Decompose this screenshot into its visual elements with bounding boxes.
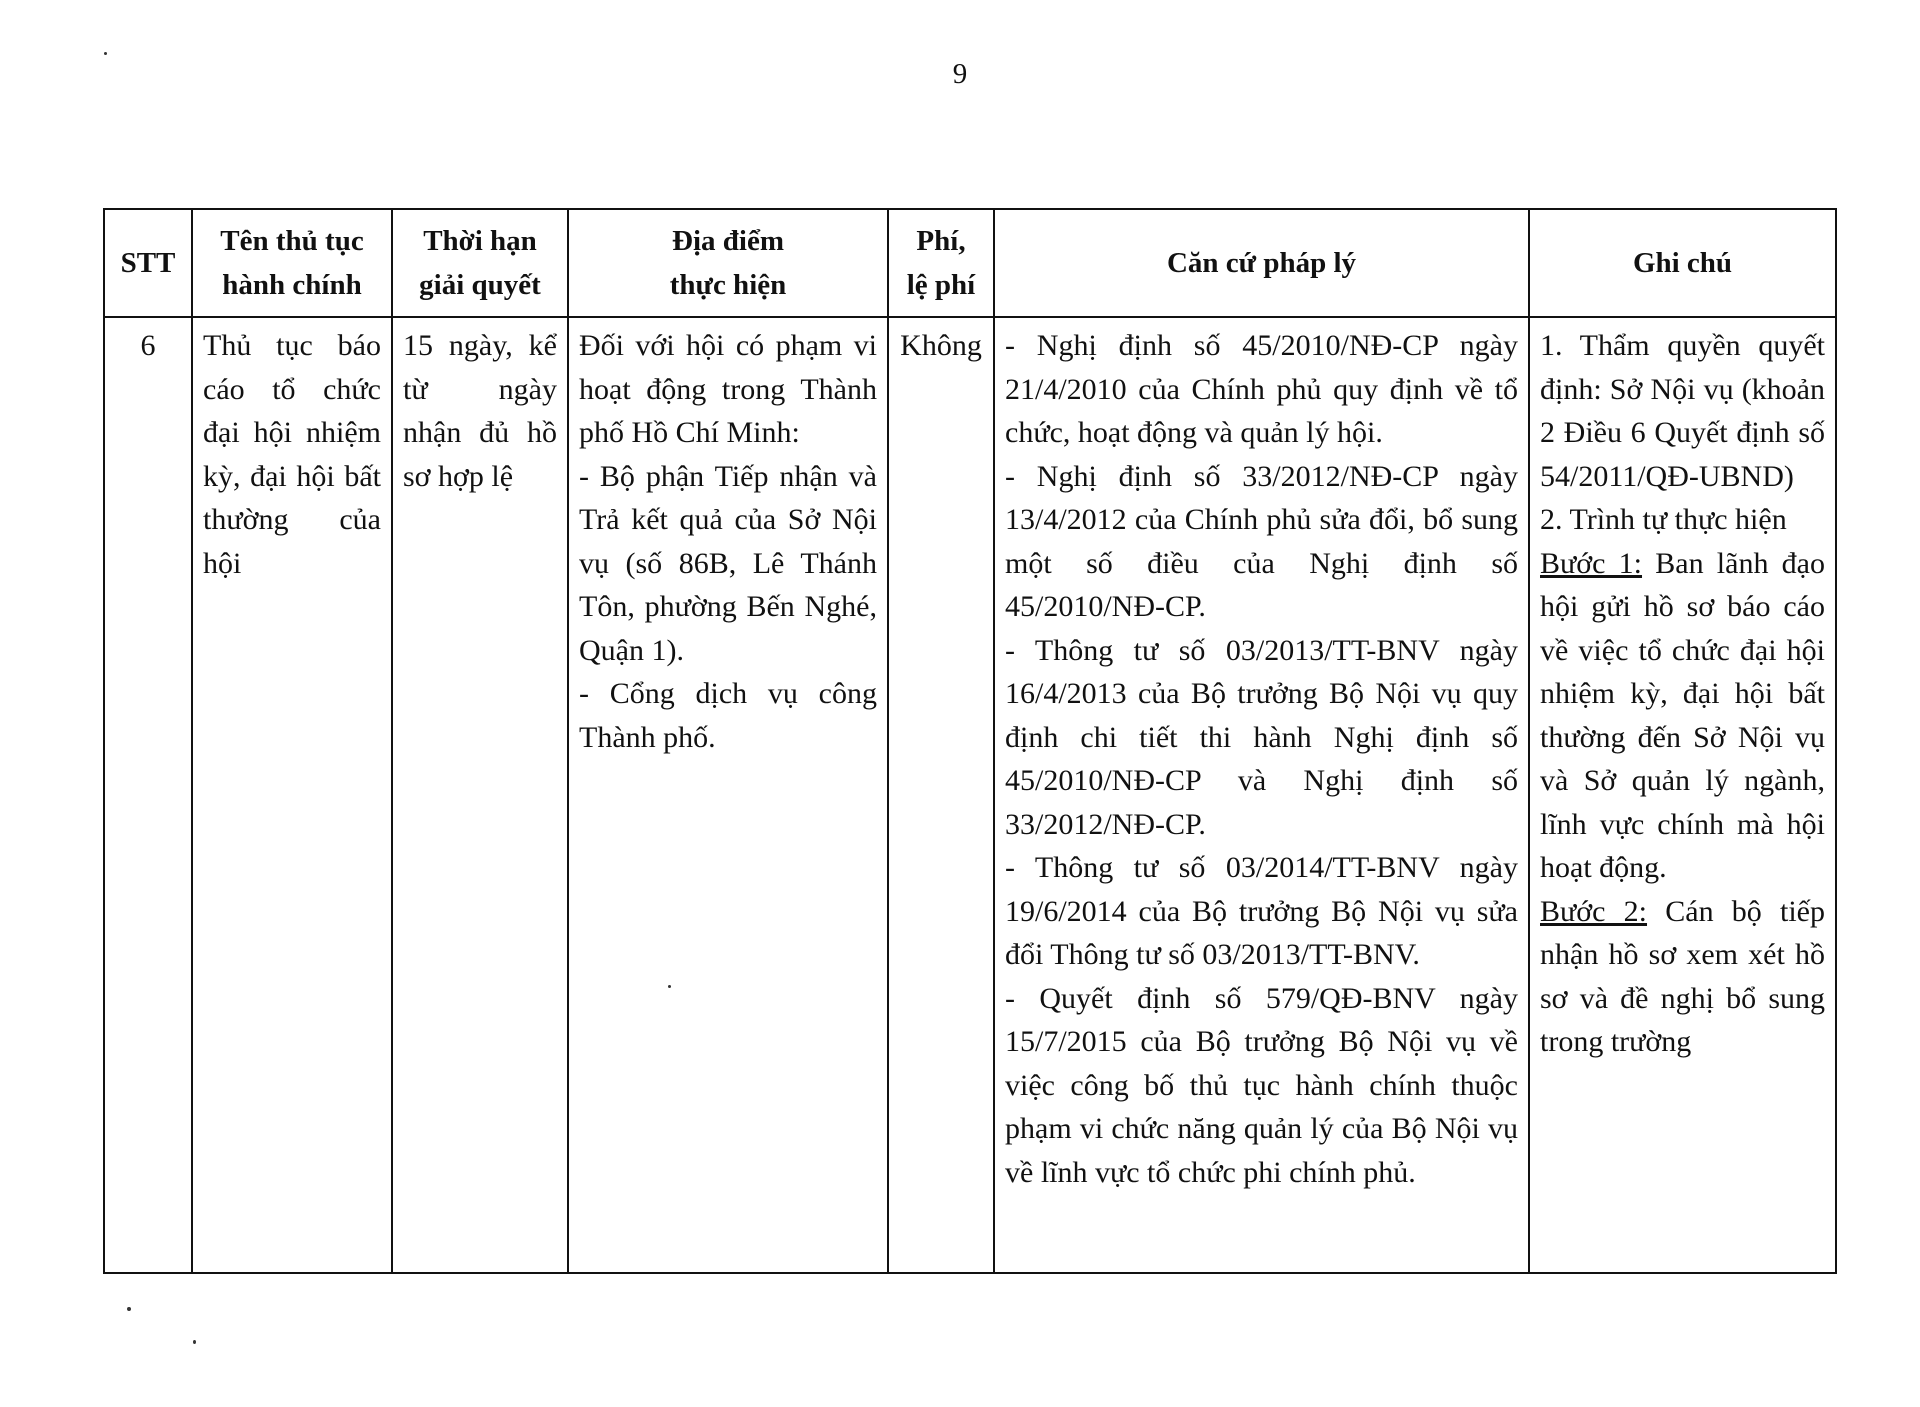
scan-speck xyxy=(127,1307,131,1311)
step-2-text: Cán bộ tiếp nhận hồ sơ xem xét hồ sơ và đề nghị bổ sung trong trường xyxy=(1540,894,1825,1058)
header-location: Địa điểm thực hiện xyxy=(568,209,888,317)
header-stt: STT xyxy=(104,209,192,317)
header-processing-time: Thời hạn giải quyết xyxy=(392,209,568,317)
step-1-label: Bước 1: xyxy=(1540,546,1643,580)
note-item-authority: 1. Thẩm quyền quyết định: Sở Nội vụ (khoản 2 Điều 6 Quyết định số 54/2011/QĐ-UBND) xyxy=(1540,329,1825,493)
cell-fee: Không xyxy=(888,317,994,1273)
page-number: 9 xyxy=(952,58,968,90)
note-step-1 xyxy=(1540,542,1825,890)
cell-notes xyxy=(1529,317,1836,1273)
location-paragraph: - Bộ phận Tiếp nhận và Trả kết quả của Sở Nội vụ (số 86B, Lê Thánh Tôn, phường Bến Nghé, Quận 1). xyxy=(579,459,877,667)
note-item-procedure: 2. Trình tự thực hiện xyxy=(1540,503,1787,536)
table-header-row xyxy=(104,209,1836,317)
step-2-label: Bước 2: xyxy=(1540,894,1648,928)
cell-location xyxy=(568,317,888,1273)
header-notes: Ghi chú xyxy=(1529,209,1836,317)
cell-procedure-name: Thủ tục báo cáo tổ chức đại hội nhiệm kỳ, đại hội bất thường của hội xyxy=(192,317,392,1273)
legal-item: - Thông tư số 03/2014/TT-BNV ngày 19/6/2014 của Bộ trưởng Bộ Nội vụ sửa đổi Thông tư số 03/2013/TT-BNV. xyxy=(1005,851,1518,971)
table-row xyxy=(104,317,1836,1273)
step-1-text: Ban lãnh đạo hội gửi hồ sơ báo cáo về việc tổ chức đại hội nhiệm kỳ, đại hội bất thường đến Sở Nội vụ và Sở quản lý ngành, lĩnh vực chính mà hội hoạt động. xyxy=(1540,546,1825,884)
cell-processing-time: 15 ngày, kể từ ngày nhận đủ hồ sơ hợp lệ xyxy=(392,317,568,1273)
cell-stt: 6 xyxy=(104,317,192,1273)
cell-legal-basis xyxy=(994,317,1529,1273)
header-legal-basis: Căn cứ pháp lý xyxy=(994,209,1529,317)
location-paragraph: Đối với hội có phạm vi hoạt động trong Thành phố Hồ Chí Minh: xyxy=(579,329,877,449)
legal-item: - Thông tư số 03/2013/TT-BNV ngày 16/4/2013 của Bộ trưởng Bộ Nội vụ quy định chi tiết thi hành Nghị định số 45/2010/NĐ-CP và Nghị định số 33/2012/NĐ-CP. xyxy=(1005,633,1518,841)
legal-item: - Nghị định số 45/2010/NĐ-CP ngày 21/4/2010 của Chính phủ quy định về tổ chức, hoạt động và quản lý hội. xyxy=(1005,329,1518,449)
legal-item: - Nghị định số 33/2012/NĐ-CP ngày 13/4/2012 của Chính phủ sửa đổi, bổ sung một số điều của Nghị định số 45/2010/NĐ-CP. xyxy=(1005,459,1518,623)
procedure-table xyxy=(103,208,1837,1274)
note-step-2 xyxy=(1540,890,1825,1064)
legal-item: - Quyết định số 579/QĐ-BNV ngày 15/7/2015 của Bộ trưởng Bộ Nội vụ về việc công bố thủ tục hành chính thuộc phạm vi chức năng quản lý của Bộ Nội vụ về lĩnh vực tổ chức phi chính phủ. xyxy=(1005,981,1518,1189)
location-paragraph: - Cổng dịch vụ công Thành phố. xyxy=(579,677,877,754)
scan-speck xyxy=(104,52,107,55)
header-procedure-name: Tên thủ tục hành chính xyxy=(192,209,392,317)
header-fee: Phí, lệ phí xyxy=(888,209,994,317)
scan-speck xyxy=(668,985,671,988)
scan-speck xyxy=(193,1340,196,1344)
